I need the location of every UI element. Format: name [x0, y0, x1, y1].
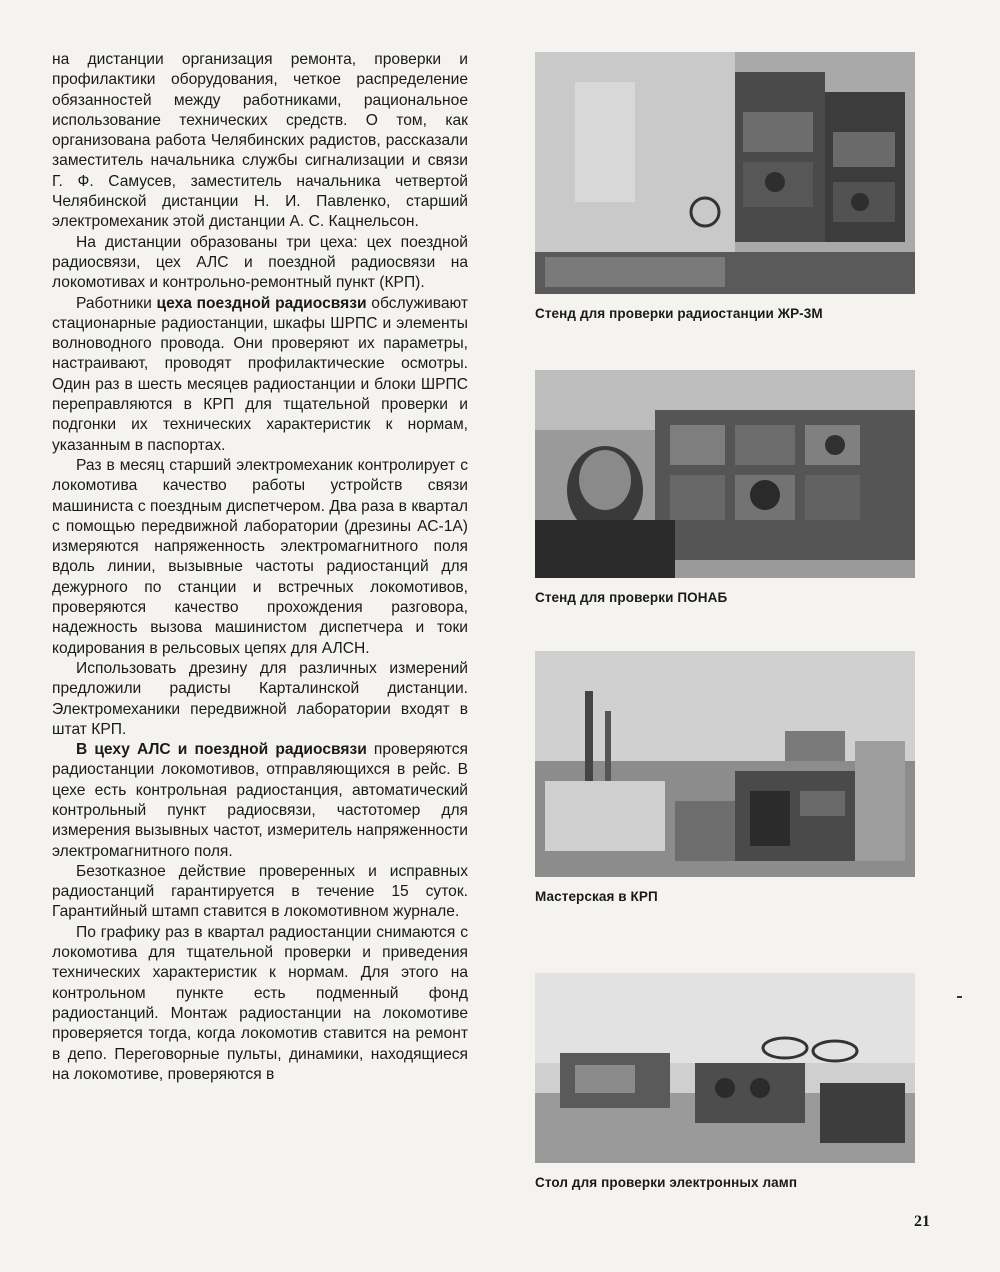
paragraph-text: обслуживают стационарные радиостанции, шкафы ШРПС и элементы волноводного провода. Они проверяют их параметры, настраивают, проводят профилактические осмотры. Один раз в шесть месяцев радиостанции и блоки ШРПС переправляются в КРП для тщательной проверки и подгонки их технических характеристик к нормам, указанным в паспортах.: [52, 294, 468, 454]
photo-caption: Стенд для проверки ПОНАБ: [535, 590, 728, 605]
print-speck: [957, 996, 962, 998]
figure-krp-workshop: [535, 651, 915, 904]
article-paragraph: По графику раз в квартал радиостанции снимаются с локомотива для тщательной проверки и приведения технических характеристик к нормам. Для этого на контрольном пункте есть подменный фонд радиостанций. Монтаж радиостанции на локомотиве проверяется тогда, когда локомотив ставится на ремонт в депо. Переговорные пульты, динамики, находящиеся на локомотиве, проверяются в: [52, 923, 468, 1083]
article-paragraph: [52, 294, 468, 456]
photo-krp-workshop: [535, 651, 915, 877]
paragraph-lead: Работники: [76, 294, 152, 312]
figure-ponab-test-stand: [535, 370, 915, 605]
photo-radio-test-stand: [535, 52, 915, 294]
photo-caption: Мастерская в КРП: [535, 889, 658, 904]
figure-tube-test-table: [535, 973, 915, 1190]
article-body: [52, 50, 468, 1085]
paragraph-text: проверяются радиостанции локомотивов, отправляющихся в рейс. В цехе есть контрольная радиостанция, автоматический контрольный пункт радиосвязи, частотомер для измерения вызывных частот, измеритель напряженности электромагнитного поля.: [52, 741, 468, 860]
article-paragraph: на дистанции организация ремонта, проверки и профилактики оборудования, четкое распределение обязанностей между работниками, рациональное использование технических средств. О том, как организована работа Челябинских радистов, рассказали заместитель начальника службы сигнализации и связи Г. Ф. Самусев, заместитель начальника четвертой Челябинской дистанции Н. И. Павленко, старший электромеханик этой дистанции А. С. Кацнельсон.: [52, 51, 468, 231]
article-paragraph: [52, 740, 468, 862]
section-heading-inline: цеха поездной радиосвязи: [156, 294, 367, 312]
article-paragraph: На дистанции образованы три цеха: цех поездной радиосвязи, цех АЛС и поездной радиосвязи на локомотивах и контрольно-ремонтный пункт (КРП).: [52, 233, 468, 292]
page-number: 21: [914, 1213, 930, 1230]
photo-tube-test-table: [535, 973, 915, 1163]
article-paragraph: Безотказное действие проверенных и исправных радиостанций гарантируется в течение 15 суток. Гарантийный штамп ставится в локомотивном журнале.: [52, 862, 468, 921]
section-heading-inline: В цеху АЛС и поездной радиосвязи: [76, 741, 367, 759]
article-paragraph: Использовать дрезину для различных измерений предложили радисты Карталинской дистанции. Электромеханики передвижной лаборатории входят в штат КРП.: [52, 659, 468, 738]
photo-caption: Стол для проверки электронных ламп: [535, 1175, 798, 1190]
photo-ponab-test-stand: [535, 370, 915, 578]
figure-radio-test-stand: [535, 52, 915, 321]
photo-caption: Стенд для проверки радиостанции ЖР-3М: [535, 306, 823, 321]
article-paragraph: Раз в месяц старший электромеханик контролирует с локомотива качество работы устройств связи машиниста с поездным диспетчером. Два раза в квартал с помощью передвижной лаборатории (дрезины АС-1А) измеряются напряженность электромагнитного поля вдоль линии, вызывные частоты радиостанций для дежурного по станции и встречных локомотивов, проверяются качество прохождения разговора, надежность вызова машинистом диспетчера и токи кодирования в рельсовых цепях для АЛСН.: [52, 456, 468, 657]
